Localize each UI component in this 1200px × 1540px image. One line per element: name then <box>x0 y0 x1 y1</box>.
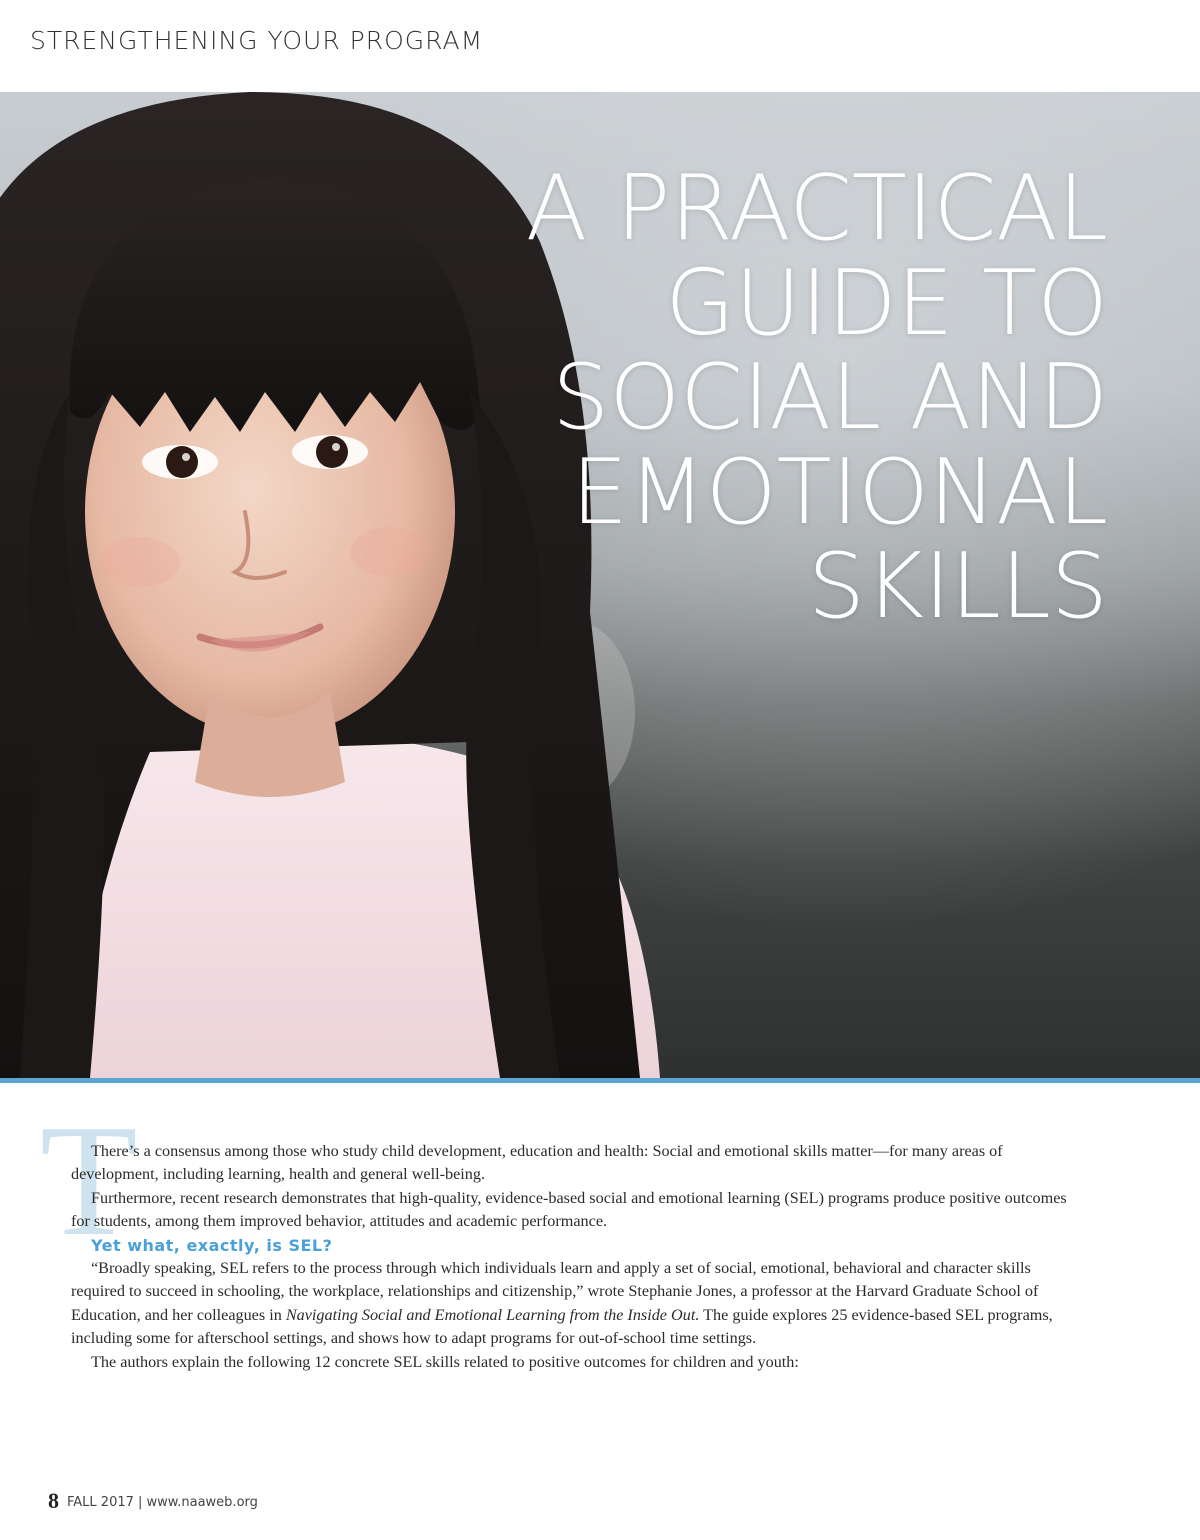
page-number: 8 <box>48 1488 59 1513</box>
paragraph-text: “Broadly speaking, SEL refers to the process through which individuals learn and apply a set of social, emotional, behavioral and character skills required to succeed in schooling, the workplace, relationships and citizenship,” wrote Stephanie Jones, a professor at the Harvard Graduate School of Education, and her colleagues in <box>71 1259 1039 1324</box>
subheading: Yet what, exactly, is SEL? <box>91 1235 333 1255</box>
title-line: SOCIAL AND <box>552 345 1108 450</box>
paragraph <box>71 1257 1081 1351</box>
hero-photo <box>0 92 1200 1078</box>
paragraph-text: The guide explores 25 evidence-based SEL programs, including some for afterschool settings, and shows how to adapt programs for out-of-school time settings. <box>71 1305 1053 1348</box>
issue-date: FALL 2017 <box>67 1495 134 1510</box>
accent-divider <box>0 1078 1200 1083</box>
paragraph: Furthermore, recent research demonstrates that high-quality, evidence-based social and emotional learning (SEL) programs produce positive outcomes for students, among them improved behavior, attitudes and academic performance. <box>71 1188 1067 1231</box>
title-line: A PRACTICAL <box>525 156 1108 261</box>
section-label: STRENGTHENING YOUR PROGRAM <box>30 26 484 55</box>
website-link[interactable]: www.naaweb.org <box>146 1495 258 1510</box>
title-line: GUIDE TO <box>665 250 1108 356</box>
book-title: Navigating Social and Emotional Learning from the Inside Out. <box>285 1305 700 1324</box>
paragraph: The authors explain the following 12 concrete SEL skills related to positive outcomes for children and youth: <box>91 1352 799 1371</box>
title-line: SKILLS <box>807 534 1108 639</box>
paragraph: There’s a consensus among those who study child development, education and health: Social and emotional skills matter—for many areas of development, including learning, health and general well-being. <box>71 1142 1003 1184</box>
title-line: EMOTIONAL <box>571 439 1108 545</box>
footer-separator: | <box>133 1495 147 1510</box>
drop-cap: T <box>40 1091 138 1269</box>
article-title <box>525 156 1108 639</box>
page-footer <box>48 1488 258 1514</box>
article-body <box>71 1140 1081 1374</box>
